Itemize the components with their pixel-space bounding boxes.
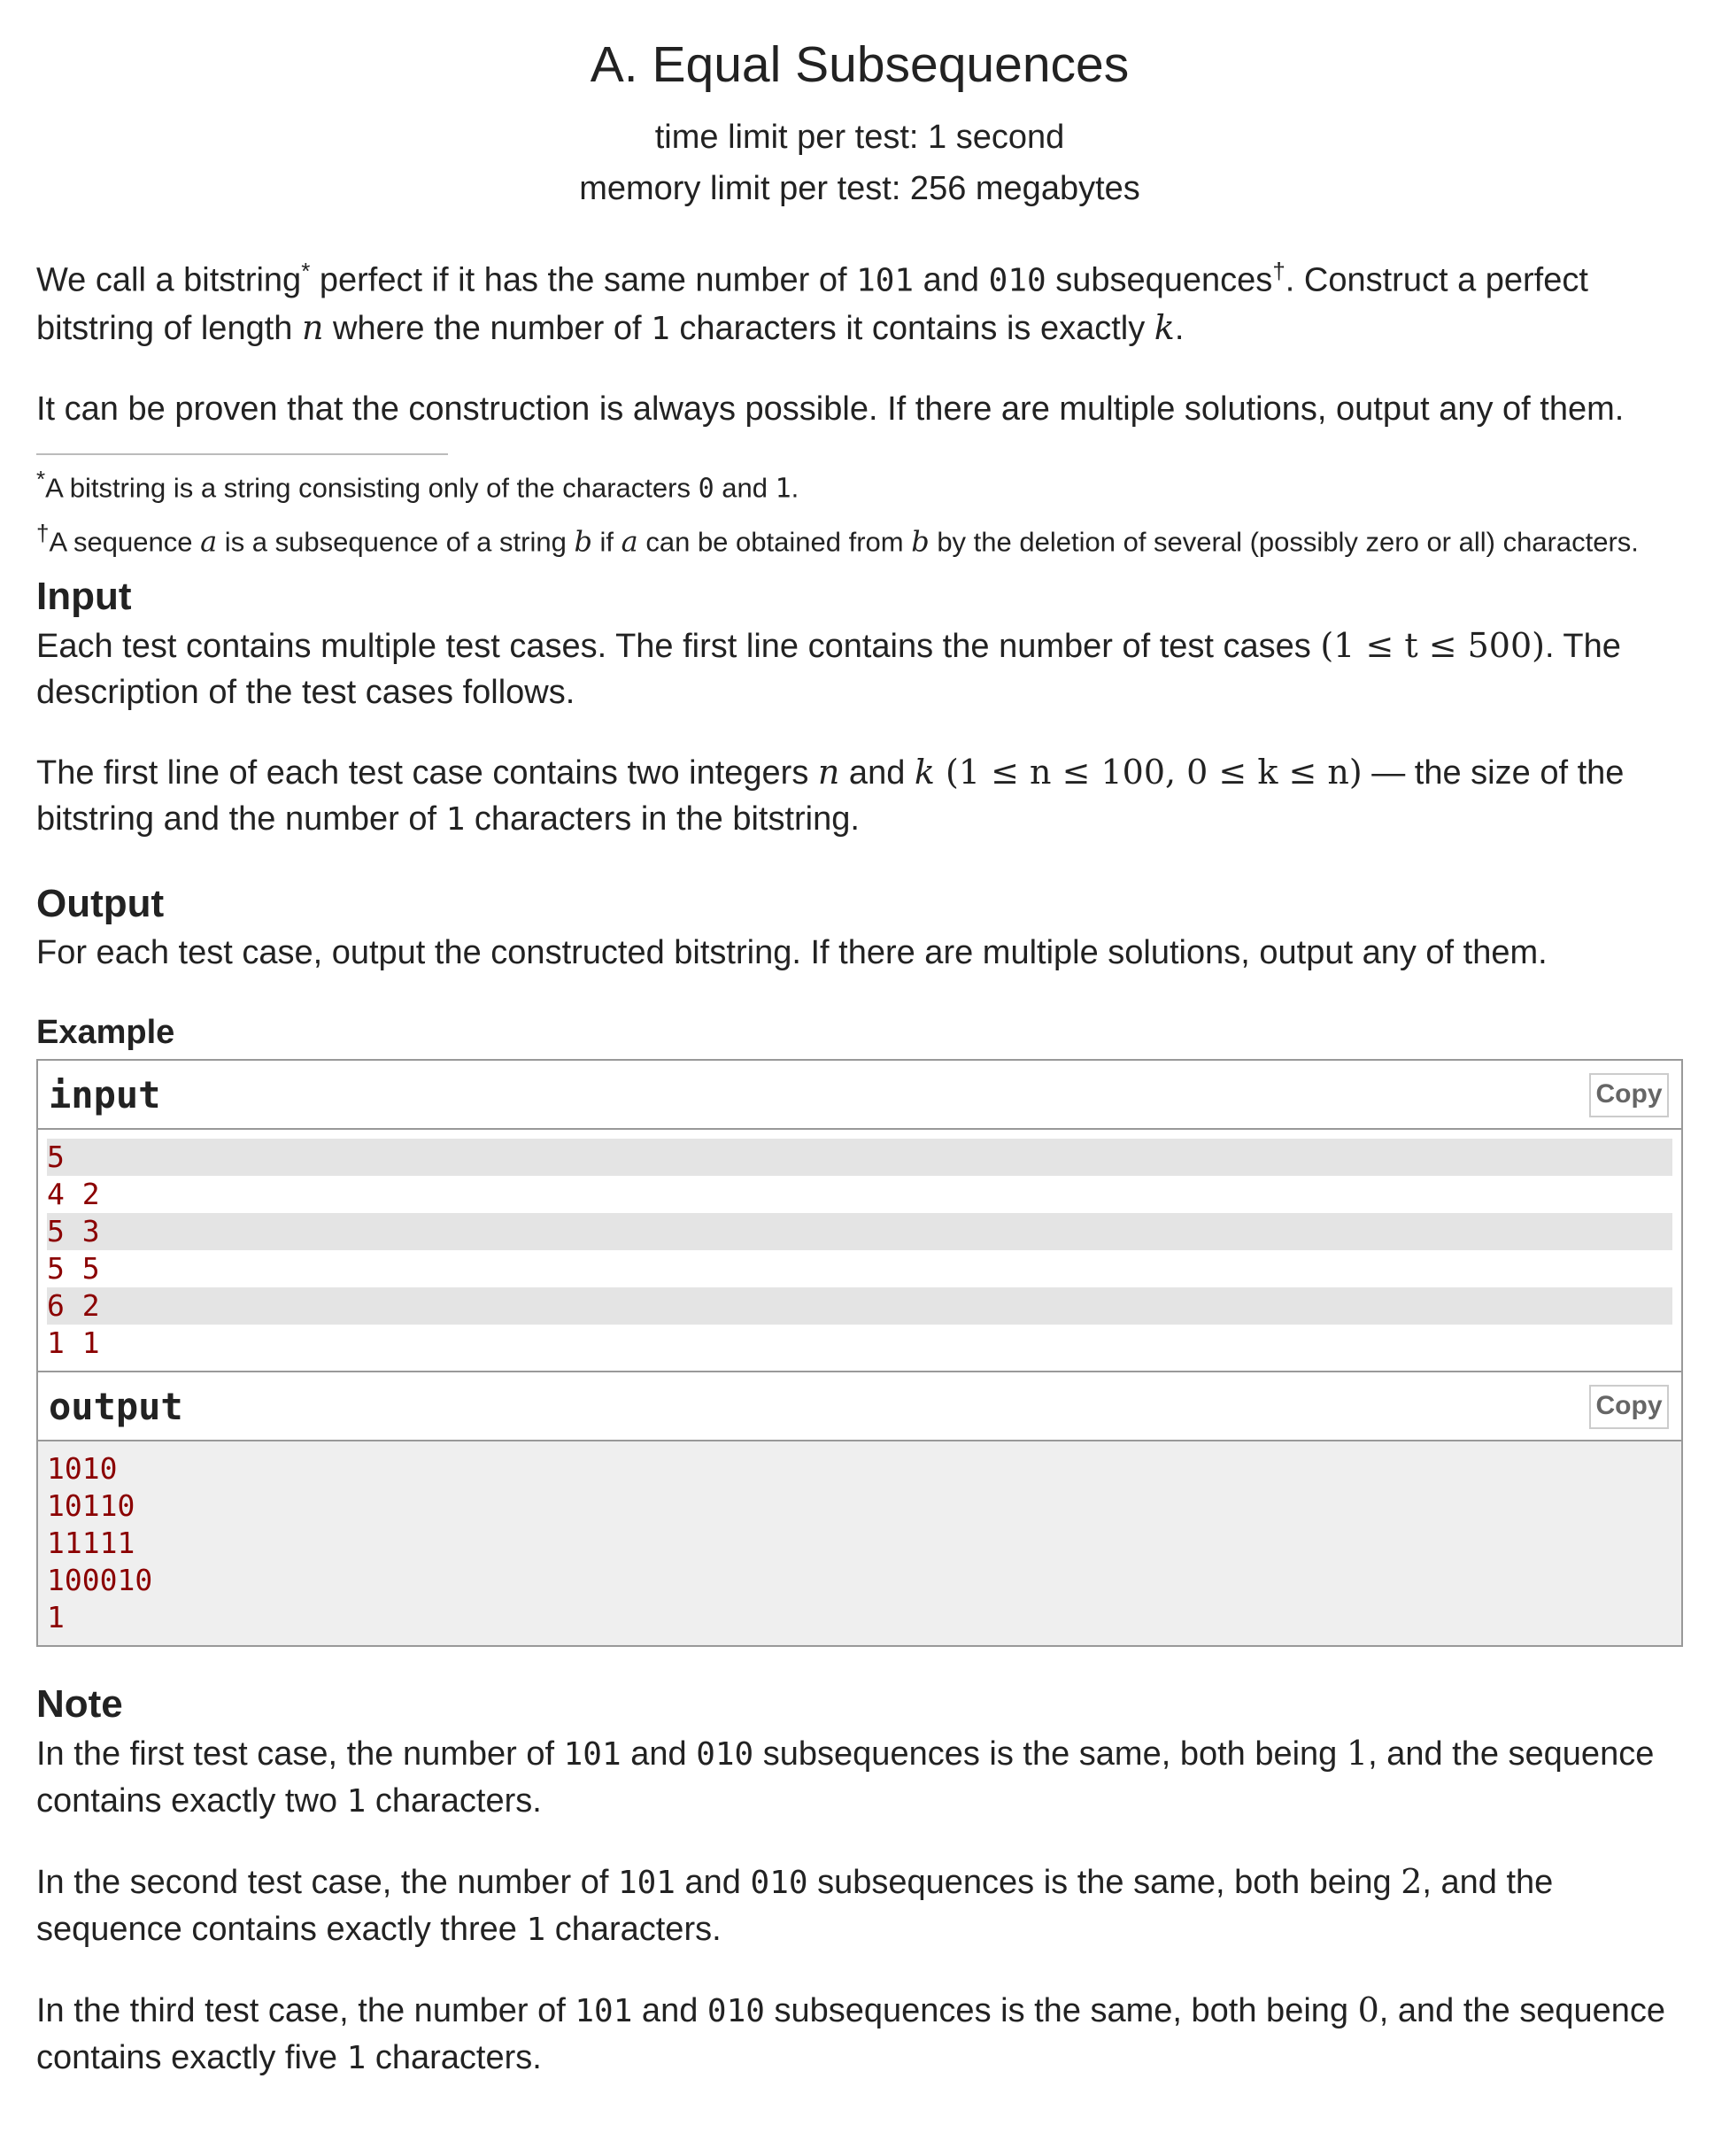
input-paragraph-2: The first line of each test case contains two integers n and k (1 ≤ n ≤ 100, 0 ≤ k ≤ n) — the size of the bitstring and the number of 1 characters in the bitstring. (36, 753, 1625, 838)
footnote-2: †A sequence a is a subsequence of a string b if a can be obtained from b by the deletion of several (possibly zero or all) characters. (36, 519, 1639, 559)
input-heading: Input (36, 575, 132, 619)
input-line: 5 3 (47, 1213, 1672, 1250)
output-line: 10110 (47, 1488, 1672, 1525)
example-input-header (38, 1061, 1681, 1130)
output-line: 11111 (47, 1525, 1672, 1562)
output-heading: Output (36, 882, 165, 926)
problem-statement (36, 0, 1683, 2082)
statement-paragraph-2: It can be proven that the construction is always possible. If there are multiple solutions, output any of them. (36, 390, 1625, 428)
note-paragraph-1: In the first test case, the number of 101 and 010 subsequences is the same, both being 1, and the sequence contains exactly two 1 characters. (36, 1734, 1655, 1820)
input-line: 6 2 (47, 1287, 1672, 1325)
example-input-box (36, 1059, 1683, 1647)
note-paragraph-3: In the third test case, the number of 101 and 010 subsequences is the same, both being 0, and the sequence contains exactly five 1 characters. (36, 1990, 1666, 2077)
example-heading: Example (36, 1014, 175, 1052)
output-line: 1010 (47, 1450, 1672, 1488)
input-paragraph-1: Each test contains multiple test cases. The first line contains the number of test cases (1 ≤ t ≤ 500). The description of the test cases follows. (36, 626, 1621, 712)
note-paragraph-2: In the second test case, the number of 101 and 010 subsequences is the same, both being 2, and the sequence contains exactly three 1 characters. (36, 1862, 1554, 1949)
example-input-label: input (49, 1073, 161, 1117)
example-output-label: output (49, 1385, 183, 1429)
memory-limit: memory limit per test: 256 megabytes (579, 170, 1140, 207)
statement-paragraph-1: We call a bitstring* perfect if it has the same number of 101 and 010 subsequences†. Construct a perfect bitstring of length n where the number of 1 characters it contains is exactly k. (36, 258, 1588, 347)
footnote-ref-dagger: † (1272, 258, 1286, 284)
copy-input-button[interactable]: Copy (1589, 1073, 1669, 1117)
input-line: 5 (47, 1139, 1672, 1176)
output-line: 1 (47, 1599, 1672, 1636)
input-line: 4 2 (47, 1176, 1672, 1213)
output-line: 100010 (47, 1562, 1672, 1599)
input-line: 1 1 (47, 1325, 1672, 1362)
example-input-body (38, 1130, 1681, 1371)
example-output-header (38, 1371, 1681, 1441)
footnote-divider (36, 453, 448, 455)
problem-title: A. Equal Subsequences (590, 36, 1130, 93)
output-paragraph: For each test case, output the constructed bitstring. If there are multiple solutions, output any of them. (36, 934, 1548, 972)
copy-output-button[interactable]: Copy (1589, 1385, 1669, 1429)
footnote-1: *A bitstring is a string consisting only of the characters 0 and 1. (36, 465, 799, 504)
example-output-body (38, 1441, 1681, 1645)
footnote-ref-star: * (301, 258, 311, 284)
note-heading: Note (36, 1682, 123, 1727)
input-line: 5 5 (47, 1250, 1672, 1287)
time-limit: time limit per test: 1 second (654, 119, 1065, 156)
